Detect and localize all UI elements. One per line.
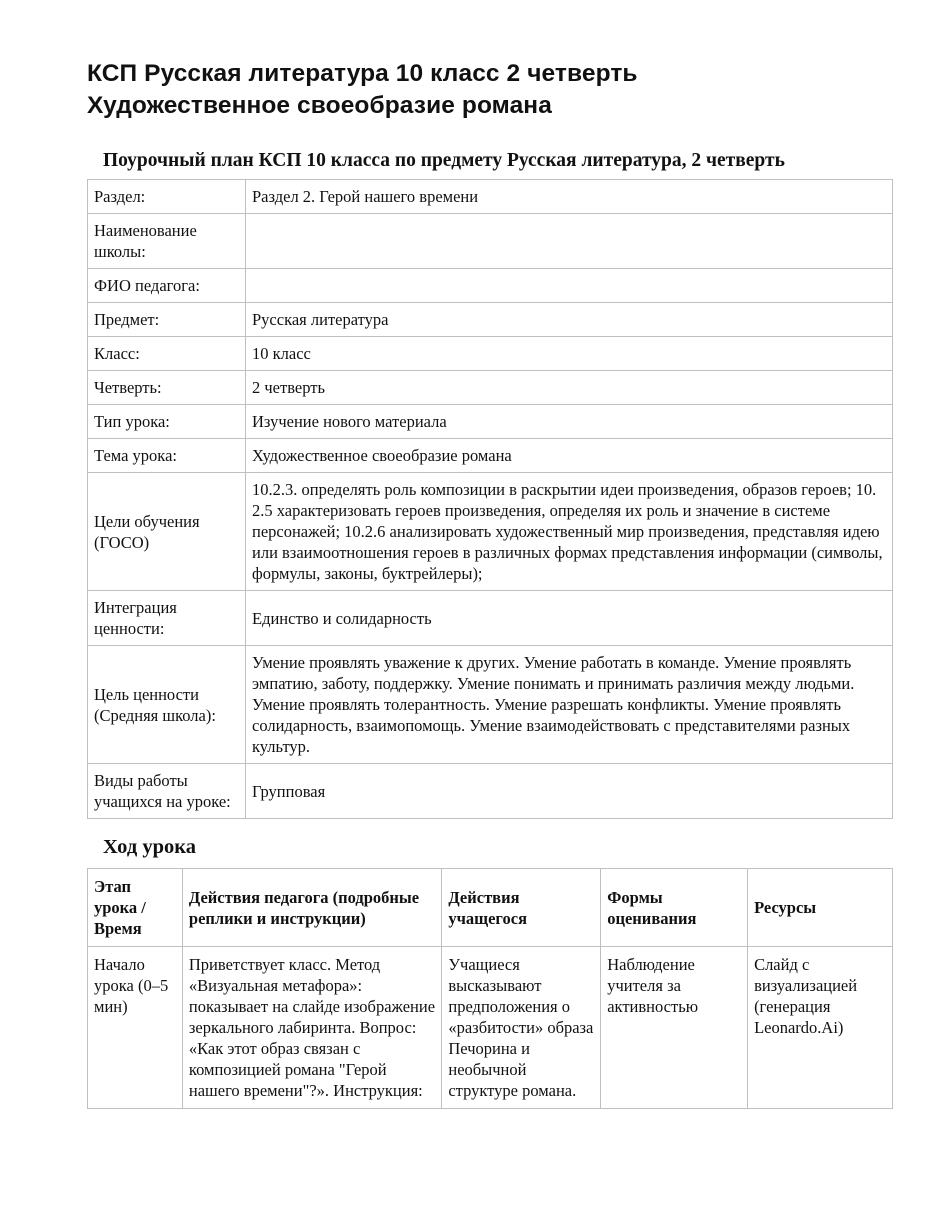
info-value: Художественное своеобразие романа [246, 439, 893, 473]
info-label: Цель ценности (Средняя школа): [88, 646, 246, 764]
info-label: Цели обучения (ГОСО) [88, 473, 246, 591]
lesson-flow-header-row [88, 869, 893, 947]
info-label: Виды работы учащихся на уроке: [88, 764, 246, 819]
cell-teacher-actions: Приветствует класс. Метод «Визуальная метафора»: показывает на слайде изображение зеркального лабиринта. Вопрос: «Как этот образ связан с композицией романа "Герой нашего времени"?». Инструкция: [182, 947, 441, 1109]
info-row-work-types [88, 764, 893, 819]
info-row-quarter [88, 371, 893, 405]
info-row-school [88, 214, 893, 269]
lesson-flow-heading: Ход урока [103, 836, 196, 858]
header-resources: Ресурсы [748, 869, 893, 947]
plan-subtitle: Поурочный план КСП 10 класса по предмету Русская литература, 2 четверть [103, 150, 785, 171]
info-label: Раздел: [88, 180, 246, 214]
table-row [88, 947, 893, 1109]
info-row-section [88, 180, 893, 214]
info-label: ФИО педагога: [88, 269, 246, 303]
info-row-teacher [88, 269, 893, 303]
info-row-value-goal [88, 646, 893, 764]
info-value [246, 269, 893, 303]
header-teacher-actions: Действия педагога (подробные реплики и инструкции) [182, 869, 441, 947]
info-row-grade [88, 337, 893, 371]
info-row-subject [88, 303, 893, 337]
info-label: Тип урока: [88, 405, 246, 439]
info-label: Класс: [88, 337, 246, 371]
cell-resources: Слайд с визуализацией (генерация Leonardo.Ai) [748, 947, 893, 1109]
lesson-info-table [87, 179, 893, 819]
info-row-lesson-topic [88, 439, 893, 473]
info-value: 10 класс [246, 337, 893, 371]
info-label: Интеграция ценности: [88, 591, 246, 646]
title-line-2: Художественное своеобразие романа [87, 92, 552, 119]
info-label: Четверть: [88, 371, 246, 405]
document-title [87, 58, 893, 122]
info-label: Тема урока: [88, 439, 246, 473]
info-value: 10.2.3. определять роль композиции в раскрытии идеи произведения, образов героев; 10. 2.5 характеризовать героев произведения, определяя их роль и значение в системе персонажей; 10.2.6 анализировать художественный мир произведения, представляя идею или взаимоотношения героев в различных формах представления информации (символы, формулы, законы, буктрейлеры); [246, 473, 893, 591]
info-value: Русская литература [246, 303, 893, 337]
title-line-1: КСП Русская литература 10 класс 2 четверть [87, 60, 638, 87]
info-value: Умение проявлять уважение к других. Умение работать в команде. Умение проявлять эмпатию, заботу, поддержку. Умение понимать и принимать различия между людьми. Умение проявлять толерантность. Умение разрешать конфликты. Умение проявлять солидарность, взаимопомощь. Умение взаимодействовать с представителями разных культур. [246, 646, 893, 764]
cell-assessment: Наблюдение учителя за активностью [601, 947, 748, 1109]
info-row-learning-goals [88, 473, 893, 591]
info-row-values [88, 591, 893, 646]
info-label: Наименование школы: [88, 214, 246, 269]
info-value: Групповая [246, 764, 893, 819]
info-label: Предмет: [88, 303, 246, 337]
info-value: Единство и солидарность [246, 591, 893, 646]
info-value: Раздел 2. Герой нашего времени [246, 180, 893, 214]
document-page [87, 58, 893, 1109]
lesson-flow-table [87, 868, 893, 1109]
header-assessment: Формы оценивания [601, 869, 748, 947]
header-student-actions: Действия учащегося [442, 869, 601, 947]
info-row-lesson-type [88, 405, 893, 439]
header-stage: Этап урока / Время [88, 869, 183, 947]
info-value [246, 214, 893, 269]
cell-student-actions: Учащиеся высказывают предположения о «разбитости» образа Печорина и необычной структуре романа. [442, 947, 601, 1109]
cell-stage: Начало урока (0–5 мин) [88, 947, 183, 1109]
info-value: Изучение нового материала [246, 405, 893, 439]
info-value: 2 четверть [246, 371, 893, 405]
